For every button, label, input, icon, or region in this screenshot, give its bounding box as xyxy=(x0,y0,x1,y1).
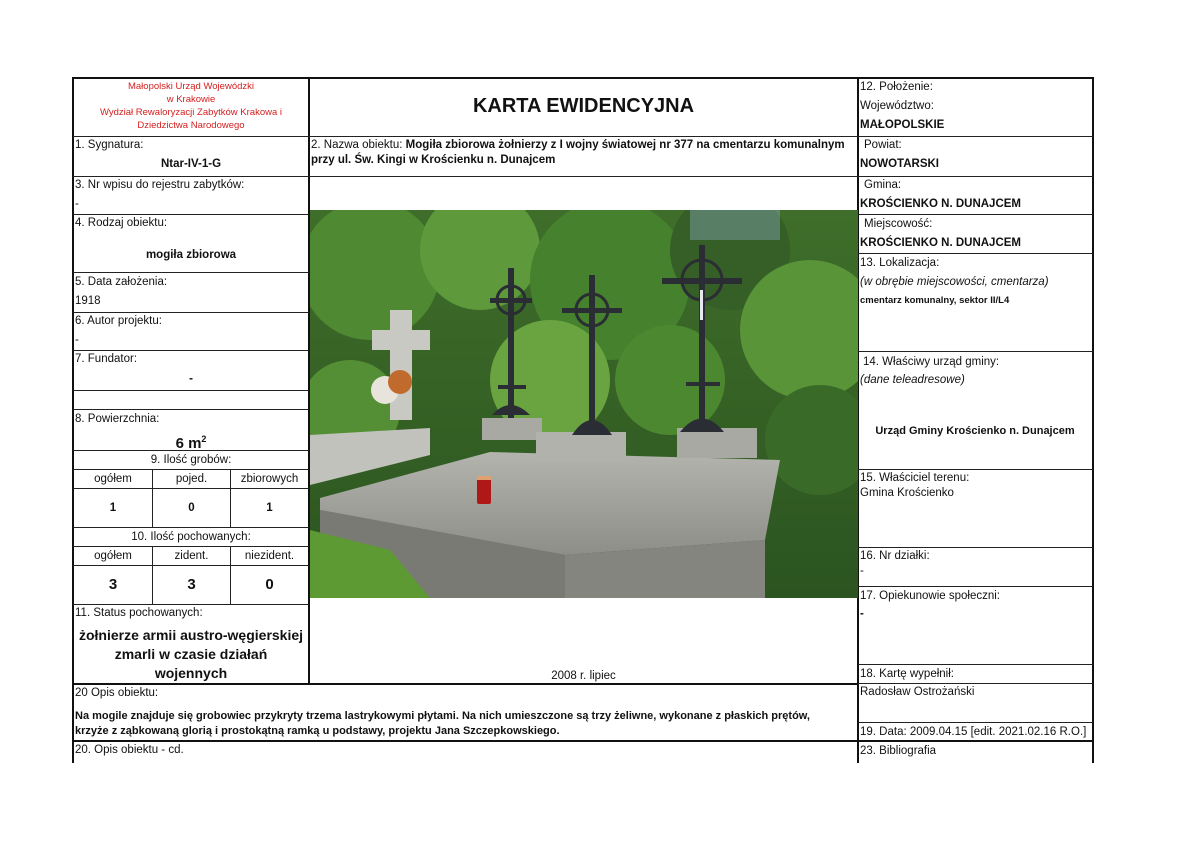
opis-line2: krzyże z ząbkowaną glorią i prostokątną ramką u podstawy, projektu Jana Szczepkowskiego. xyxy=(75,725,560,737)
nazwa-value-line2: przy ul. Św. Kingi w Krościenku n. Dunajcem xyxy=(311,154,556,166)
row-line xyxy=(858,136,1093,137)
ilosc-grobow-label: 9. Ilość grobów: xyxy=(150,454,232,466)
data-zalozenia-label: 5. Data założenia: xyxy=(75,276,168,288)
pochowanych-header-zident: zident. xyxy=(174,550,209,562)
frame-top xyxy=(72,77,1094,79)
row-line xyxy=(73,350,309,351)
nr-dzialki-value: - xyxy=(860,565,864,577)
miejscowosc-value: KROŚCIENKO N. DUNAJCEM xyxy=(860,237,1022,249)
nr-wpisu-label: 3. Nr wpisu do rejestru zabytków: xyxy=(75,179,245,191)
row-line xyxy=(73,604,309,605)
grobow-header-zbiorowych: zbiorowych xyxy=(240,473,299,485)
bibliografia-label: 23. Bibliografia xyxy=(860,745,937,757)
lokalizacja-label: 13. Lokalizacja: xyxy=(860,257,940,269)
powierzchnia-unit-sup: 2 xyxy=(201,434,207,444)
row-line xyxy=(858,664,1093,665)
row-line xyxy=(72,740,858,742)
grobow-value-zbiorowych: 1 xyxy=(266,502,273,514)
grobow-value-pojed: 0 xyxy=(188,502,195,514)
gmina-value: KROŚCIENKO N. DUNAJCEM xyxy=(860,198,1022,210)
nr-wpisu-value: - xyxy=(75,198,79,210)
institution-header xyxy=(74,80,308,132)
wlasciciel-label: 15. Właściciel terenu: xyxy=(860,472,970,484)
gmina-label: Gmina: xyxy=(864,179,902,191)
row-line xyxy=(73,488,309,489)
row-line xyxy=(73,469,309,470)
row-line xyxy=(73,214,309,215)
row-line xyxy=(858,214,1093,215)
nazwa-obiektu xyxy=(311,138,845,152)
pochowanych-value-ogolem: 3 xyxy=(108,576,118,593)
institution-line: Dziedzictwa Narodowego xyxy=(137,120,245,131)
pochowanych-value-niezident: 0 xyxy=(265,576,274,593)
row-line xyxy=(858,253,1093,254)
nazwa-label: 2. Nazwa obiektu: xyxy=(311,139,403,151)
grobow-value-ogolem: 1 xyxy=(109,502,117,514)
institution-line: Małopolski Urząd Wojewódzki xyxy=(127,81,254,92)
pochowanych-value-zident: 3 xyxy=(187,576,196,593)
institution-line: w Krakowie xyxy=(166,94,216,105)
ilosc-pochowanych-label: 10. Ilość pochowanych: xyxy=(131,531,251,543)
opis-label: 20 Opis obiektu: xyxy=(75,687,159,699)
grobow-header-ogolem: ogółem xyxy=(94,473,132,485)
wypelnil-label: 18. Kartę wypełnił: xyxy=(860,668,954,680)
wojewodztwo-value: MAŁOPOLSKIE xyxy=(860,119,945,131)
row-line xyxy=(72,683,858,685)
row-line xyxy=(309,136,858,137)
data-label: 19. Data: 2009.04.15 [edit. 2021.02.16 R.O.] xyxy=(860,726,1087,738)
row-line xyxy=(858,469,1093,470)
pochowanych-header-niezident: niezident. xyxy=(244,550,295,562)
opiekunowie-value: - xyxy=(860,608,864,620)
grobow-header-pojed: pojed. xyxy=(175,473,208,485)
row-line xyxy=(73,390,309,391)
urzad-gminy-value: Urząd Gminy Krościenko n. Dunajcem xyxy=(875,425,1075,437)
pochowanych-header-ogolem: ogółem xyxy=(94,550,132,562)
opiekunowie-label: 17. Opiekunowie społeczni: xyxy=(860,590,1000,602)
nazwa-value-line1: Mogiła zbiorowa żołnierzy z I wojny światowej nr 377 na cmentarzu komunalnym xyxy=(405,139,845,151)
row-line xyxy=(858,722,1093,723)
status-line: zmarli w czasie działań xyxy=(114,646,268,662)
powierzchnia-number: 6 m xyxy=(175,435,202,452)
urzad-gminy-hint: (dane teleadresowe) xyxy=(860,374,965,386)
urzad-gminy-label: 14. Właściwy urząd gminy: xyxy=(863,356,1000,368)
row-line xyxy=(858,176,1093,177)
row-line xyxy=(73,176,309,177)
autor-label: 6. Autor projektu: xyxy=(75,315,162,327)
row-line xyxy=(73,312,309,313)
photo-caption: 2008 r. lipiec xyxy=(551,670,616,682)
lokalizacja-value: cmentarz komunalny, sektor II/L4 xyxy=(860,295,1010,306)
row-line xyxy=(73,272,309,273)
powiat-value: NOWOTARSKI xyxy=(860,158,940,170)
data-zalozenia-value: 1918 xyxy=(75,295,101,307)
row-line xyxy=(73,527,309,528)
powierzchnia-label: 8. Powierzchnia: xyxy=(75,413,160,425)
row-line xyxy=(858,351,1093,352)
row-line xyxy=(858,547,1093,548)
powierzchnia-value xyxy=(74,430,308,453)
status-line: wojennych xyxy=(154,665,228,681)
rodzaj-value: mogiła zbiorowa xyxy=(145,249,237,261)
opis-cd-label: 20. Opis obiektu - cd. xyxy=(75,744,184,756)
wypelnil-value: Radosław Ostrożański xyxy=(860,686,975,698)
row-line xyxy=(73,136,309,137)
lokalizacja-hint: (w obrębie miejscowości, cmentarza) xyxy=(860,276,1049,288)
fundator-value: - xyxy=(189,373,193,385)
status-value xyxy=(74,626,308,683)
frame-right xyxy=(1092,77,1094,763)
opis-line1: Na mogile znajduje się grobowiec przykryty trzema lastrykowymi płytami. Na nich umieszczone są trzy żeliwne, wykonane z płaskich prętów, xyxy=(75,710,810,722)
institution-line: Wydział Rewaloryzacji Zabytków Krakowa i xyxy=(99,107,283,118)
row-line xyxy=(858,586,1093,587)
polozenie-label: 12. Położenie: xyxy=(860,81,933,93)
status-line: żołnierze armii austro-węgierskiej xyxy=(78,627,304,643)
rodzaj-label: 4. Rodzaj obiektu: xyxy=(75,217,168,229)
page-title: KARTA EWIDENCYJNA xyxy=(472,95,695,117)
grave-photo xyxy=(310,210,858,598)
fundator-label: 7. Fundator: xyxy=(75,353,138,365)
status-label: 11. Status pochowanych: xyxy=(75,607,203,619)
row-line xyxy=(858,740,1093,742)
row-line xyxy=(309,176,858,177)
row-line xyxy=(73,409,309,410)
autor-value: - xyxy=(75,334,79,346)
wlasciciel-value: Gmina Krościenko xyxy=(860,487,954,499)
sygnatura-value: Ntar-IV-1-G xyxy=(160,158,222,170)
nr-dzialki-label: 16. Nr działki: xyxy=(860,550,930,562)
powiat-label: Powiat: xyxy=(864,139,902,151)
wojewodztwo-label: Województwo: xyxy=(860,100,934,112)
row-line xyxy=(73,565,309,566)
sygnatura-label: 1. Sygnatura: xyxy=(75,139,144,151)
miejscowosc-label: Miejscowość: xyxy=(864,218,933,230)
row-line xyxy=(73,546,309,547)
row-line xyxy=(858,683,1093,684)
